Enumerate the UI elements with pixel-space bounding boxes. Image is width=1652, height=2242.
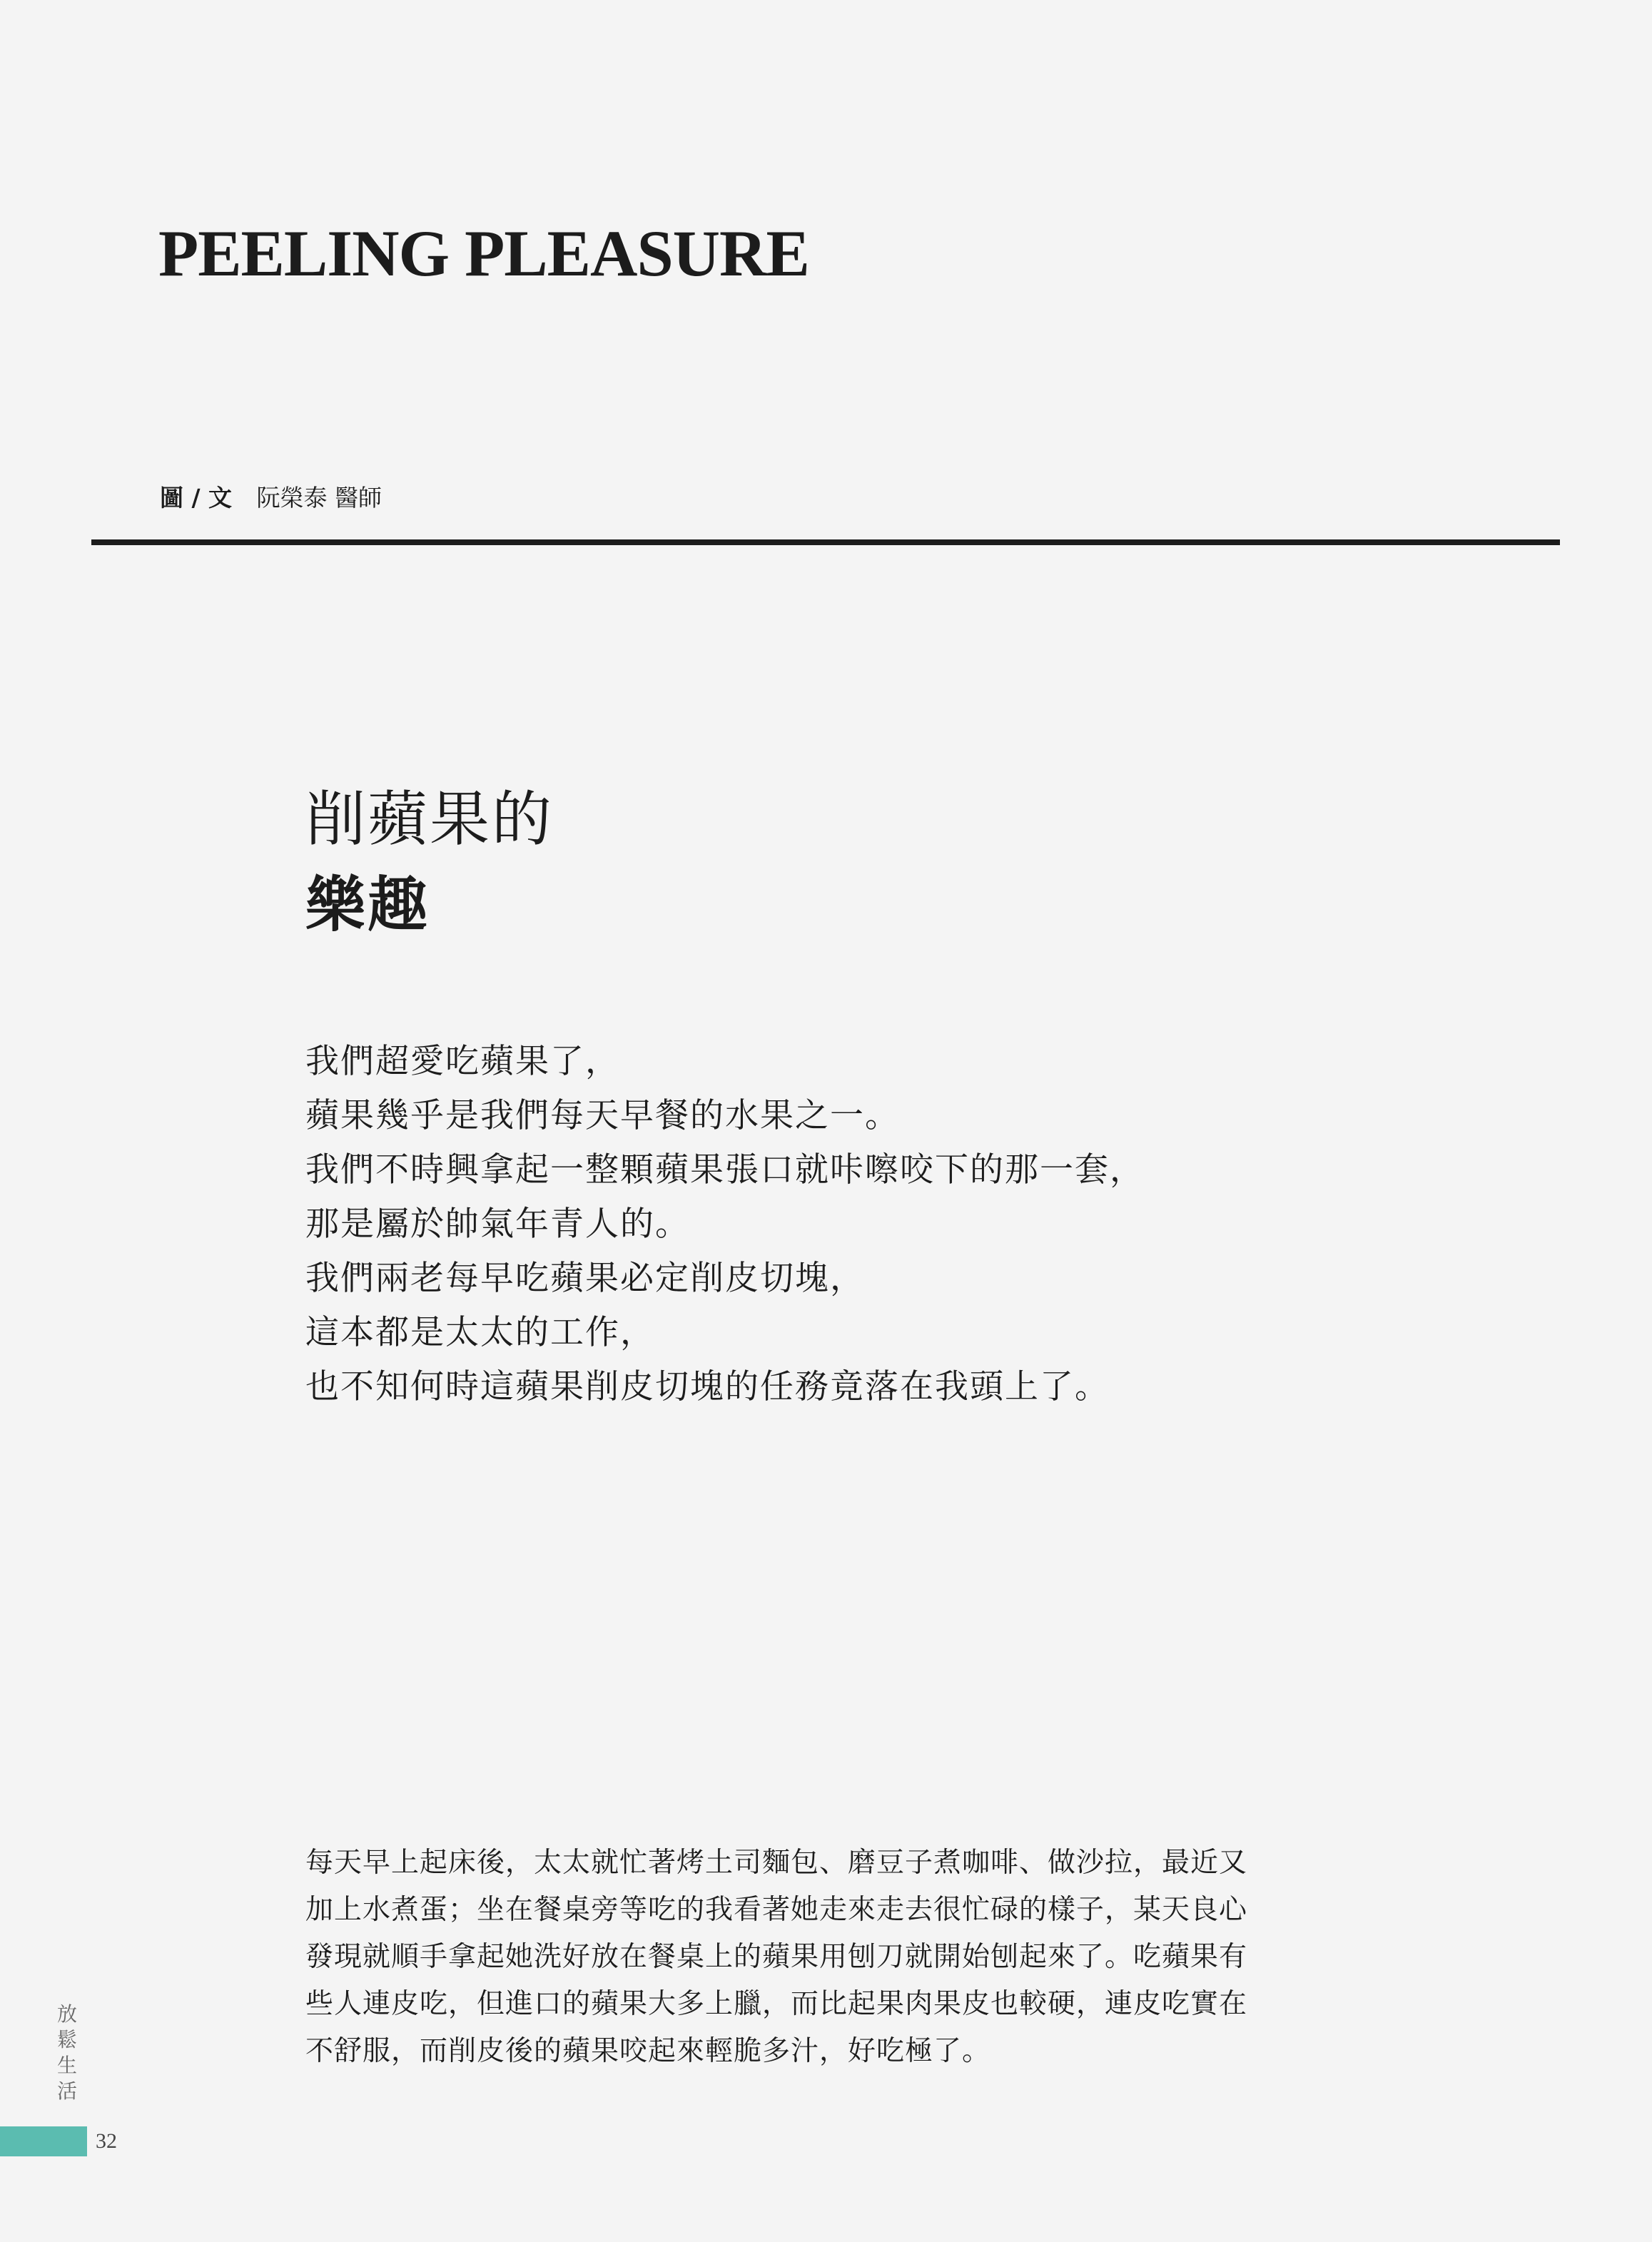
article-title-en: PEELING PLEASURE: [158, 217, 809, 290]
intro-paragraph: [305, 1035, 1145, 1414]
intro-line: 我們兩老每早吃蘋果必定削皮切塊，: [305, 1259, 865, 1298]
body-line: 加上水煮蛋；坐在餐桌旁等吃的我看著她走來走去很忙碌的樣子，某天良心: [305, 1894, 1248, 1926]
byline: [160, 484, 382, 512]
body-paragraph: [305, 1840, 1247, 2075]
section-label-char: 活: [56, 2079, 77, 2103]
body-line: 些人連皮吃，但進口的蘋果大多上臘，而比起果肉果皮也較硬，連皮吃實在: [305, 1988, 1248, 2020]
section-label: [56, 2002, 78, 2104]
byline-author: 阮榮泰 醫師: [256, 484, 382, 512]
intro-line: 這本都是太太的工作，: [305, 1313, 655, 1352]
body-line: 不舒服，而削皮後的蘋果咬起來輕脆多汁，好吃極了。: [305, 2035, 991, 2067]
intro-line: 那是屬於帥氣年青人的。: [305, 1204, 690, 1244]
article-title-zh-line1: 削蘋果的: [305, 784, 554, 854]
byline-label: 圖 / 文: [160, 484, 233, 512]
intro-line: 也不知何時這蘋果削皮切塊的任務竟落在我頭上了。: [305, 1367, 1110, 1406]
article-title-zh-line2: 樂趣: [305, 869, 430, 940]
intro-line: 我們超愛吃蘋果了，: [305, 1042, 620, 1081]
page-accent-bar: [0, 2126, 87, 2156]
intro-line: 蘋果幾乎是我們每天早餐的水果之一。: [305, 1096, 900, 1135]
intro-line: 我們不時興拿起一整顆蘋果張口就咔嚓咬下的那一套，: [305, 1150, 1145, 1190]
section-label-char: 鬆: [56, 2028, 77, 2051]
page-number: 32: [96, 2129, 117, 2153]
body-line: 每天早上起床後，太太就忙著烤土司麵包、磨豆子煮咖啡、做沙拉，最近又: [305, 1847, 1248, 1879]
header-divider: [91, 539, 1560, 545]
section-label-char: 生: [56, 2054, 77, 2077]
body-line: 發現就順手拿起她洗好放在餐桌上的蘋果用刨刀就開始刨起來了。吃蘋果有: [305, 1941, 1248, 1973]
section-label-char: 放: [56, 2002, 77, 2026]
